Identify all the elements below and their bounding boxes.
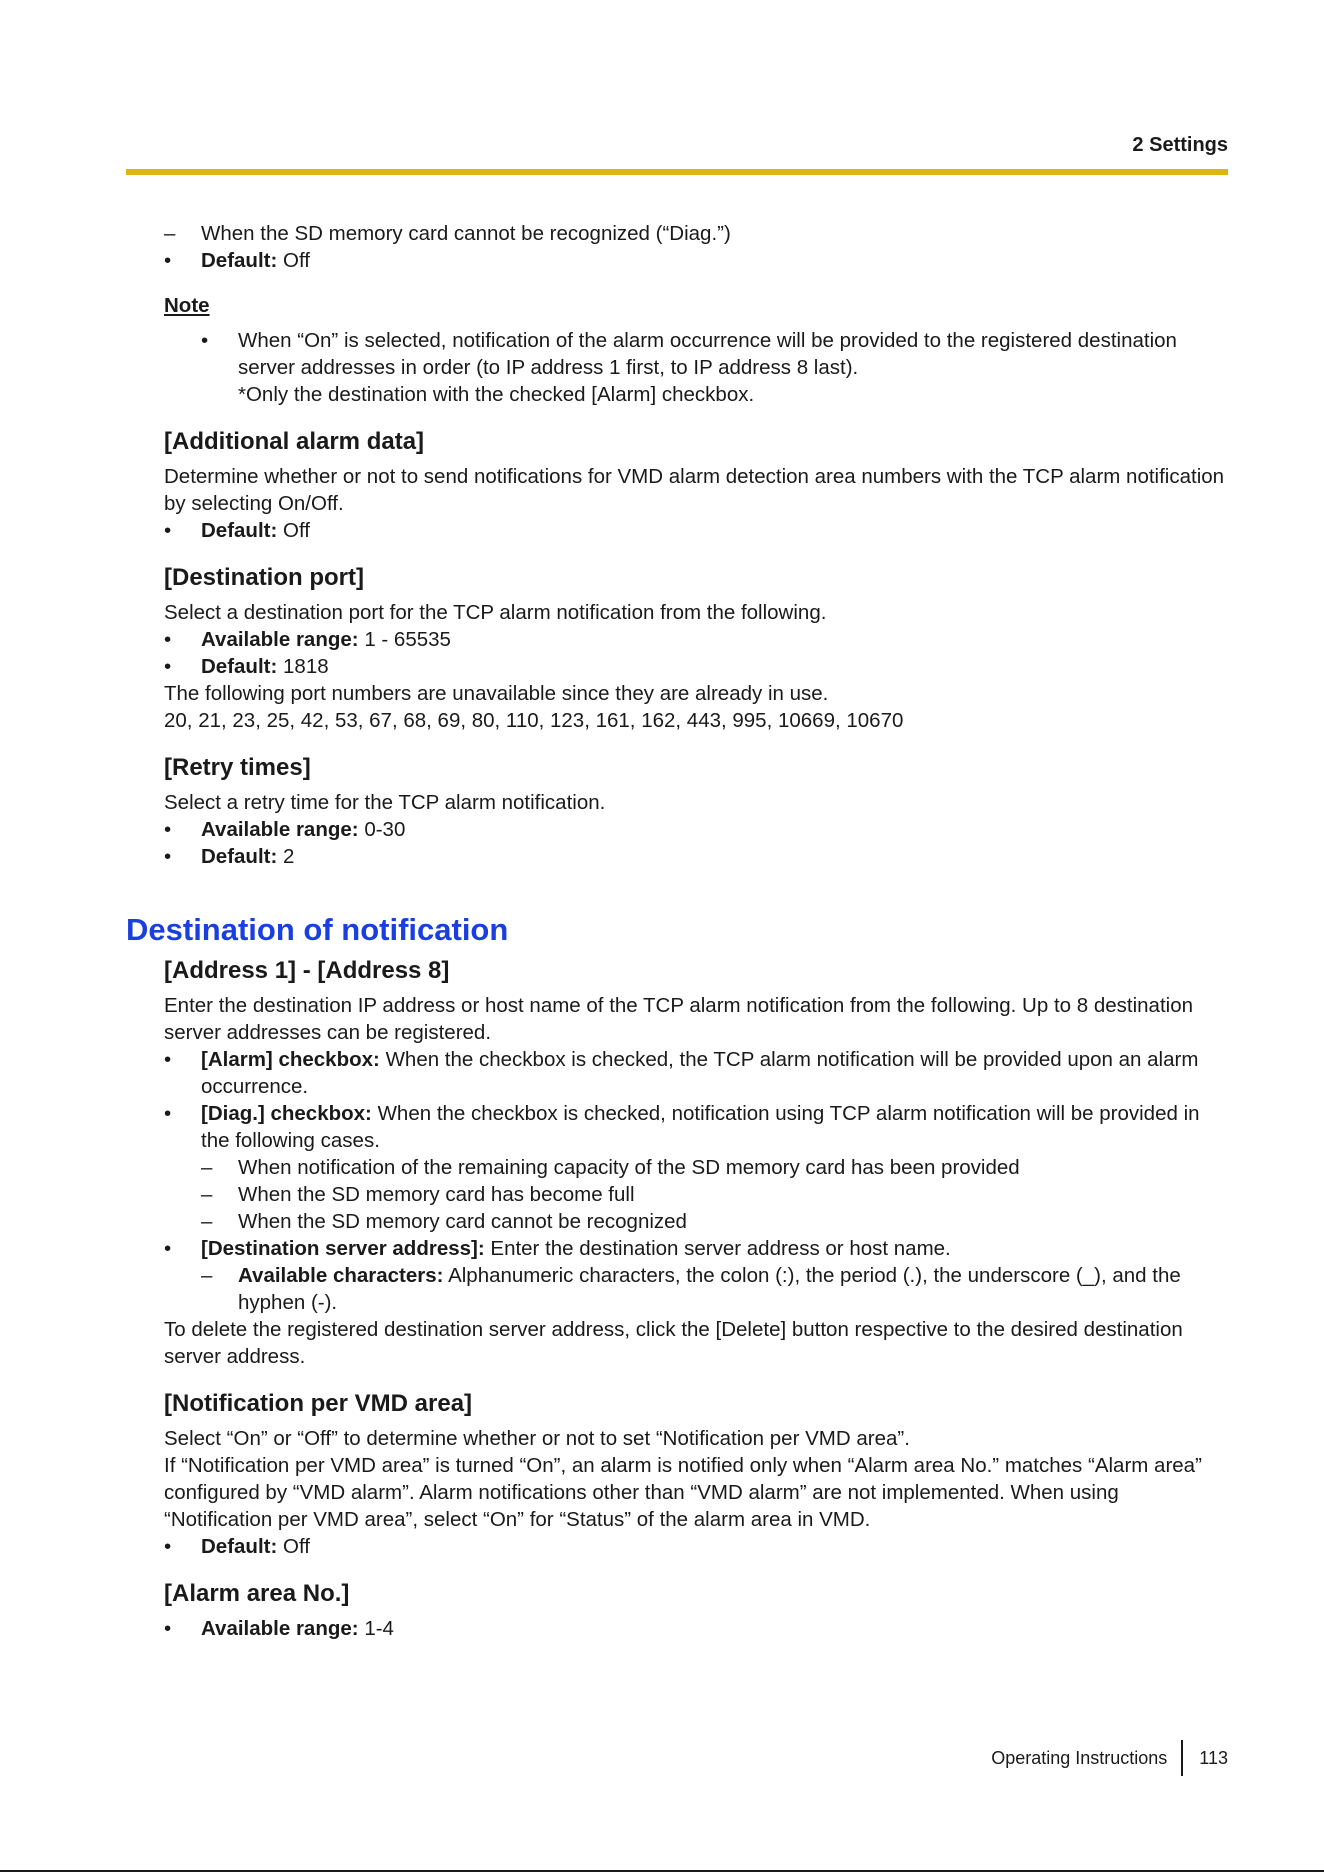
available-characters-text: Alphanumeric characters, the colon (:), the period (.), the underscore (_), and the hyphen (-). <box>238 1264 1181 1314</box>
list-item <box>164 653 1228 680</box>
destination-port-heading: [Destination port] <box>164 564 364 591</box>
dash-mark: – <box>201 1210 213 1233</box>
dash-mark: – <box>201 1264 213 1287</box>
bullet-mark: • <box>164 818 172 841</box>
vmd-area-line2: If “Notification per VMD area” is turned “On”, an alarm is notified only when “Alarm area No.” matches “Alarm area” configured by “VMD alarm”. Alarm notifications other than “VMD alarm” are not implemented. When using “Notification per VMD area”, select “On” for “Status” of the alarm area in VMD. <box>164 1454 1202 1531</box>
available-characters-label: Available characters: <box>238 1264 444 1287</box>
range-value: 1-4 <box>364 1617 394 1640</box>
range-label: Available range: <box>201 628 359 651</box>
range-label: Available range: <box>201 818 359 841</box>
vmd-area-line1: Select “On” or “Off” to determine whether or not to set “Notification per VMD area”. <box>164 1427 910 1450</box>
note-item <box>201 327 1228 408</box>
additional-alarm-desc: Determine whether or not to send notifications for VMD alarm detection area numbers with the TCP alarm notification by selecting On/Off. <box>164 465 1225 515</box>
list-item <box>164 626 1228 653</box>
footer-divider <box>1181 1740 1183 1776</box>
unavailable-ports-list: 20, 21, 23, 25, 42, 53, 67, 68, 69, 80, 110, 123, 161, 162, 443, 995, 10669, 10670 <box>164 709 904 732</box>
bullet-mark: • <box>164 1617 172 1640</box>
default-label: Default: <box>201 1535 278 1558</box>
alarm-area-heading: [Alarm area No.] <box>164 1580 350 1607</box>
diag-case: When the SD memory card has become full <box>238 1183 635 1206</box>
header-rule <box>126 169 1228 175</box>
address-heading: [Address 1] - [Address 8] <box>164 957 450 984</box>
default-label: Default: <box>201 519 278 542</box>
dash-mark: – <box>201 1183 213 1206</box>
vmd-area-heading: [Notification per VMD area] <box>164 1390 473 1417</box>
page-content <box>126 220 1228 1642</box>
default-value: Off <box>283 519 310 542</box>
default-value: Off <box>283 1535 310 1558</box>
note-title: Note <box>164 294 210 317</box>
list-item <box>164 1615 1228 1642</box>
sub-list-item <box>201 1181 1228 1208</box>
bullet-mark: • <box>201 329 209 352</box>
page-footer <box>991 1740 1228 1776</box>
note-text: When “On” is selected, notification of the alarm occurrence will be provided to the registered destination server addresses in order (to IP address 1 first, to IP address 8 last). <box>238 329 1177 379</box>
server-address-label: [Destination server address]: <box>201 1237 485 1260</box>
destination-section-title: Destination of notification <box>126 912 509 947</box>
range-label: Available range: <box>201 1617 359 1640</box>
bullet-mark: • <box>164 845 172 868</box>
destination-port-desc: Select a destination port for the TCP alarm notification from the following. <box>164 601 827 624</box>
unavailable-ports-text: The following port numbers are unavailable since they are already in use. <box>164 682 829 705</box>
default-value: 1818 <box>283 655 329 678</box>
list-item <box>164 816 1228 843</box>
server-address-text: Enter the destination server address or host name. <box>490 1237 951 1260</box>
range-value: 1 - 65535 <box>364 628 451 651</box>
alarm-checkbox-label: [Alarm] checkbox: <box>201 1048 380 1071</box>
sub-list-item <box>201 1262 1228 1316</box>
bullet-mark: • <box>164 1048 172 1071</box>
page-number: 113 <box>1199 1747 1228 1768</box>
range-value: 0-30 <box>364 818 406 841</box>
alarm-checkbox-text: When the checkbox is checked, the TCP alarm notification will be provided upon an alarm occurrence. <box>201 1048 1199 1098</box>
default-label: Default: <box>201 249 278 272</box>
footer-doc-title: Operating Instructions <box>991 1747 1168 1768</box>
diag-checkbox-label: [Diag.] checkbox: <box>201 1102 372 1125</box>
delete-instructions: To delete the registered destination server address, click the [Delete] button respective to the desired destination server address. <box>164 1318 1183 1368</box>
list-item <box>164 1046 1228 1100</box>
bullet-mark: • <box>164 655 172 678</box>
sub-list-item <box>201 1154 1228 1181</box>
bullet-mark: • <box>164 1237 172 1260</box>
note-footnote: *Only the destination with the checked [Alarm] checkbox. <box>238 383 755 406</box>
list-item <box>164 1100 1228 1154</box>
section-header: 2 Settings <box>1132 134 1228 156</box>
list-item <box>164 1235 1228 1262</box>
dash-text: When the SD memory card cannot be recognized (“Diag.”) <box>201 222 731 245</box>
additional-alarm-heading: [Additional alarm data] <box>164 428 425 455</box>
default-value: 2 <box>283 845 295 868</box>
address-desc: Enter the destination IP address or host name of the TCP alarm notification from the following. Up to 8 destination server addresses can be registered. <box>164 994 1193 1044</box>
dash-mark: – <box>201 1156 213 1179</box>
bullet-mark: • <box>164 628 172 651</box>
bullet-mark: • <box>164 1102 172 1125</box>
list-item <box>164 220 1228 247</box>
list-item <box>164 247 1228 274</box>
list-item <box>164 1533 1228 1560</box>
sub-list-item <box>201 1208 1228 1235</box>
retry-times-heading: [Retry times] <box>164 754 311 781</box>
bullet-mark: • <box>164 519 172 542</box>
diag-checkbox-text: When the checkbox is checked, notification using TCP alarm notification will be provided in the following cases. <box>201 1102 1200 1152</box>
bullet-mark: • <box>164 1535 172 1558</box>
bullet-mark: • <box>164 249 172 272</box>
default-label: Default: <box>201 845 278 868</box>
diag-case: When the SD memory card cannot be recognized <box>238 1210 687 1233</box>
diag-case: When notification of the remaining capacity of the SD memory card has been provided <box>238 1156 1020 1179</box>
default-value: Off <box>283 249 310 272</box>
default-label: Default: <box>201 655 278 678</box>
dash-mark: – <box>164 222 176 245</box>
list-item <box>164 517 1228 544</box>
list-item <box>164 843 1228 870</box>
retry-desc: Select a retry time for the TCP alarm notification. <box>164 791 606 814</box>
